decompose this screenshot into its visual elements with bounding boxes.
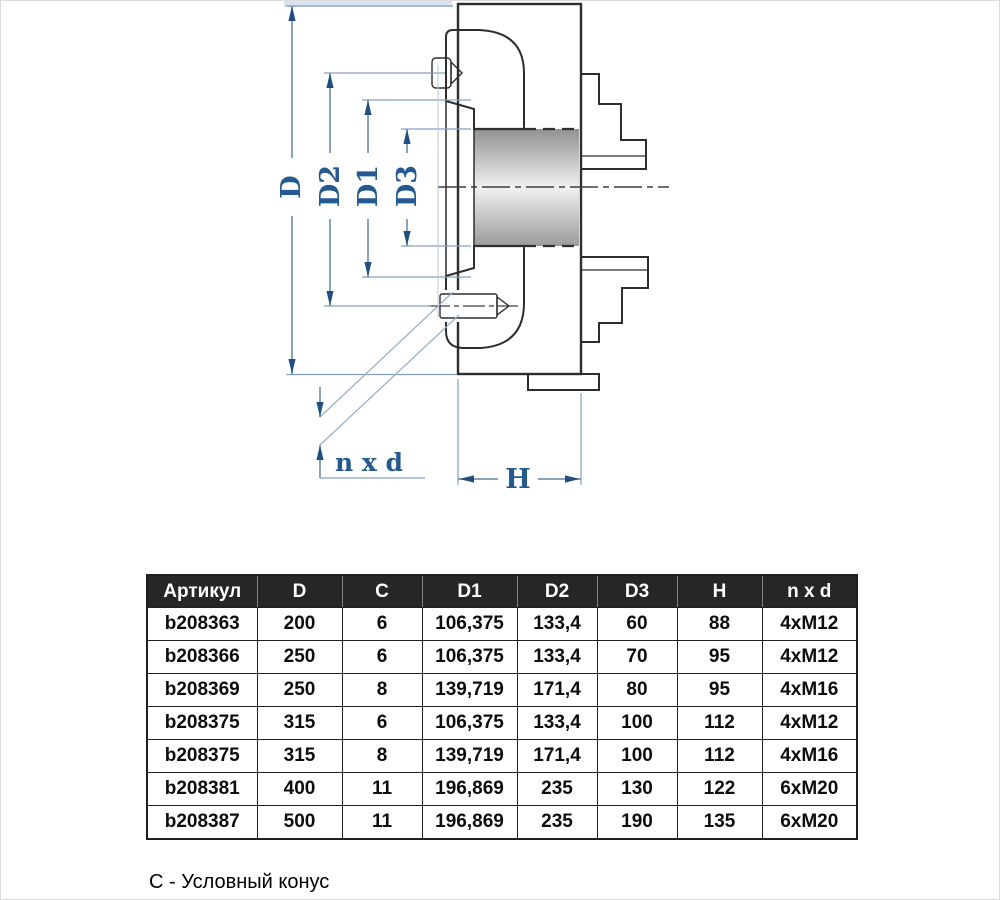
table-cell: 100 <box>597 707 677 740</box>
footnote: С - Условный конус <box>149 871 330 893</box>
table-cell: 4xM12 <box>762 641 857 674</box>
table-row <box>147 707 857 740</box>
table-cell: 171,4 <box>517 674 597 707</box>
table-cell: 112 <box>677 707 762 740</box>
dim-label-D1: D1 <box>353 164 384 208</box>
table-cell: 11 <box>342 806 422 840</box>
table-cell: 80 <box>597 674 677 707</box>
table-cell: 95 <box>677 641 762 674</box>
table-cell: 133,4 <box>517 608 597 641</box>
table-cell: 135 <box>677 806 762 840</box>
table-cell: 4xM12 <box>762 608 857 641</box>
column-header: D1 <box>422 575 517 608</box>
dim-label-D3: D3 <box>392 164 423 208</box>
mounting-stud <box>428 290 518 322</box>
table-cell: 11 <box>342 773 422 806</box>
table-cell: b208387 <box>147 806 257 840</box>
table-row <box>147 806 857 840</box>
table-cell: 6 <box>342 641 422 674</box>
table-cell: 88 <box>677 608 762 641</box>
column-header: n x d <box>762 575 857 608</box>
table-cell: 171,4 <box>517 740 597 773</box>
table-cell: 235 <box>517 773 597 806</box>
table-cell: 122 <box>677 773 762 806</box>
table-cell: 315 <box>257 740 342 773</box>
table-cell: 133,4 <box>517 707 597 740</box>
bottom-jaw <box>581 257 648 342</box>
table-cell: b208363 <box>147 608 257 641</box>
table-cell: 4xM12 <box>762 707 857 740</box>
table-row <box>147 608 857 641</box>
table-cell: 8 <box>342 674 422 707</box>
table-header-row <box>147 575 857 608</box>
table-cell: 4xM16 <box>762 674 857 707</box>
column-header: D3 <box>597 575 677 608</box>
table-row <box>147 773 857 806</box>
table-cell: 6xM20 <box>762 806 857 840</box>
table-cell: 112 <box>677 740 762 773</box>
table-cell: 106,375 <box>422 608 517 641</box>
table-cell: 250 <box>257 674 342 707</box>
table-cell: 6xM20 <box>762 773 857 806</box>
table-cell: 95 <box>677 674 762 707</box>
back-rim <box>528 374 599 390</box>
column-header: D2 <box>517 575 597 608</box>
table-cell: 4xM16 <box>762 740 857 773</box>
spec-table <box>146 574 858 840</box>
table-cell: 250 <box>257 641 342 674</box>
dim-label-D2: D2 <box>315 164 346 208</box>
table-cell: 200 <box>257 608 342 641</box>
dim-label-nxd: n x d <box>335 448 403 477</box>
table-cell: 106,375 <box>422 641 517 674</box>
table-cell: 6 <box>342 608 422 641</box>
table-cell: 190 <box>597 806 677 840</box>
table-row <box>147 674 857 707</box>
table-cell: 235 <box>517 806 597 840</box>
top-jaw <box>581 74 646 169</box>
table-cell: 139,719 <box>422 740 517 773</box>
table-cell: 400 <box>257 773 342 806</box>
table-cell: b208375 <box>147 740 257 773</box>
table-cell: 60 <box>597 608 677 641</box>
table-cell: 100 <box>597 740 677 773</box>
table-cell: b208369 <box>147 674 257 707</box>
column-header: H <box>677 575 762 608</box>
table-cell: 130 <box>597 773 677 806</box>
table-cell: 6 <box>342 707 422 740</box>
table-cell: 70 <box>597 641 677 674</box>
table-cell: 500 <box>257 806 342 840</box>
table-row <box>147 641 857 674</box>
column-header: D <box>257 575 342 608</box>
dim-label-D: D <box>276 175 307 199</box>
column-header: C <box>342 575 422 608</box>
table-cell: 106,375 <box>422 707 517 740</box>
table-cell: b208366 <box>147 641 257 674</box>
chuck-technical-drawing <box>1 1 999 546</box>
table-row <box>147 740 857 773</box>
table-cell: b208375 <box>147 707 257 740</box>
table-cell: 139,719 <box>422 674 517 707</box>
table-cell: 196,869 <box>422 806 517 840</box>
column-header: Артикул <box>147 575 257 608</box>
table-cell: 133,4 <box>517 641 597 674</box>
locating-recess <box>446 101 474 276</box>
table-cell: 8 <box>342 740 422 773</box>
table-cell: 196,869 <box>422 773 517 806</box>
table-cell: 315 <box>257 707 342 740</box>
dim-label-H: H <box>505 464 531 495</box>
table-cell: b208381 <box>147 773 257 806</box>
